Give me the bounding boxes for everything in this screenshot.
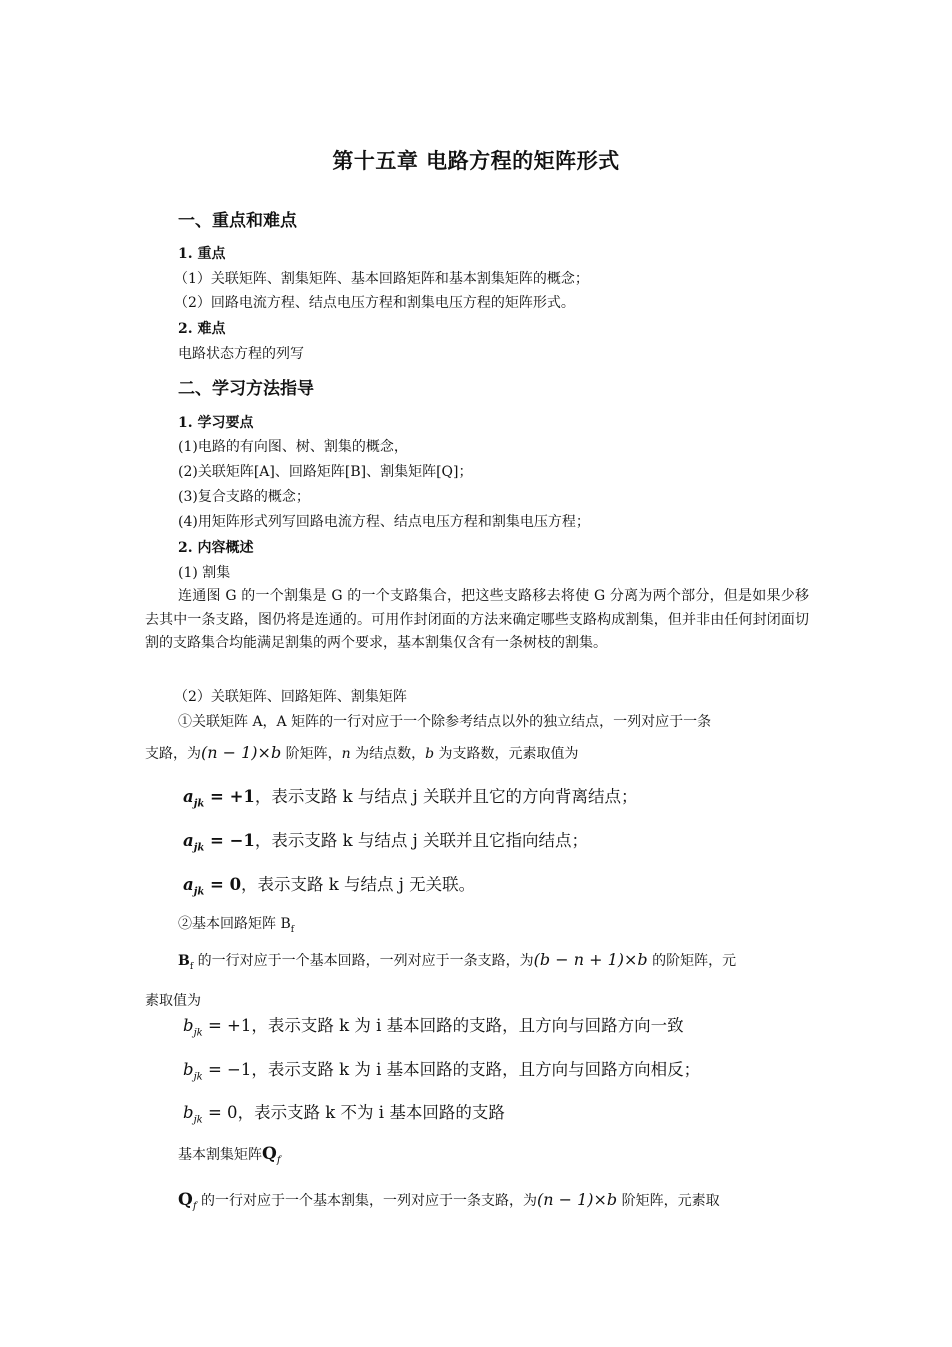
list-item: (1)电路的有向图、树、割集的概念， (178, 439, 408, 455)
difficulty-text: 电路状态方程的列写 (178, 346, 304, 362)
chapter-title: 第十五章 电路方程的矩阵形式 (332, 148, 620, 173)
matrices-heading: （2）关联矩阵、回路矩阵、割集矩阵 (174, 689, 407, 705)
incidence-value-line: $a_{jk} = 0$，表示支路 k 与结点 j 无关联。 (183, 875, 476, 898)
loop-matrix-line: $B_f$ 的一行对应于一个基本回路，一列对应于一条支路，为(b − n + 1)×b 的阶矩阵，元 (178, 950, 737, 972)
loop-value-line: $b_{jk} = 0$，表示支路 k 不为 i 基本回路的支路 (183, 1103, 505, 1126)
incidence-value-line: $a_{jk} = +1$，表示支路 k 与结点 j 关联并且它的方向背离结点； (183, 787, 638, 810)
incidence-matrix-line: ①关联矩阵 A，A 矩阵的一行对应于一个除参考结点以外的独立结点，一列对应于一条 (178, 714, 712, 730)
list-item: （1）关联矩阵、割集矩阵、基本回路矩阵和基本割集矩阵的概念； (174, 271, 589, 287)
cutset-paragraph: 连通图 G 的一个割集是 G 的一个支路集合，把这些支路移去将使 G 分离为两个部分，但是如果少移去其中一条支路，图仍将是连通的。可用作封闭面的方法来确定哪些支路构成割集，但并非由任何封闭面切割的支路集合均能满足割集的两个要求，基本割集仅含有一条树枝的割集。 (145, 588, 809, 651)
subheading-content-overview: 2. 内容概述 (178, 540, 254, 556)
incidence-value-line: $a_{jk} = -1$，表示支路 k 与结点 j 关联并且它指向结点； (183, 831, 588, 854)
loop-matrix-line-2: 素取值为 (145, 993, 201, 1009)
list-item: (2)关联矩阵[A]、回路矩阵[B]、割集矩阵[Q]； (178, 464, 473, 480)
section-heading-key-points: 一、重点和难点 (178, 211, 297, 231)
subheading-difficulties: 2. 难点 (178, 321, 226, 337)
cutset-heading: (1) 割集 (178, 565, 231, 581)
loop-matrix-heading: ②基本回路矩阵 $B_f$ (178, 916, 295, 935)
loop-value-line: $b_{jk} = +1$，表示支路 k 为 i 基本回路的支路，且方向与回路方向一致 (183, 1016, 684, 1039)
list-item: （2）回路电流方程、结点电压方程和割集电压方程的矩阵形式。 (174, 295, 575, 311)
loop-value-line: $b_{jk} = -1$，表示支路 k 为 i 基本回路的支路，且方向与回路方向相反； (183, 1060, 701, 1083)
list-item: (3)复合支路的概念； (178, 489, 310, 505)
subheading-key-points: 1. 重点 (178, 246, 226, 262)
list-item: (4)用矩阵形式列写回路电流方程、结点电压方程和割集电压方程； (178, 514, 590, 530)
cutset-matrix-heading: 基本割集矩阵$Q_f$ (178, 1144, 281, 1166)
cutset-matrix-line: $Q_f$ 的一行对应于一个基本割集，一列对应于一条支路，为(n − 1)×b 阶矩阵，元素取 (178, 1190, 720, 1212)
incidence-matrix-line-2: 支路，为(n − 1)×b 阶矩阵，n 为结点数，b 为支路数，元素取值为 (145, 743, 579, 762)
section-heading-study-guide: 二、学习方法指导 (178, 379, 314, 399)
subheading-study-points: 1. 学习要点 (178, 415, 254, 431)
